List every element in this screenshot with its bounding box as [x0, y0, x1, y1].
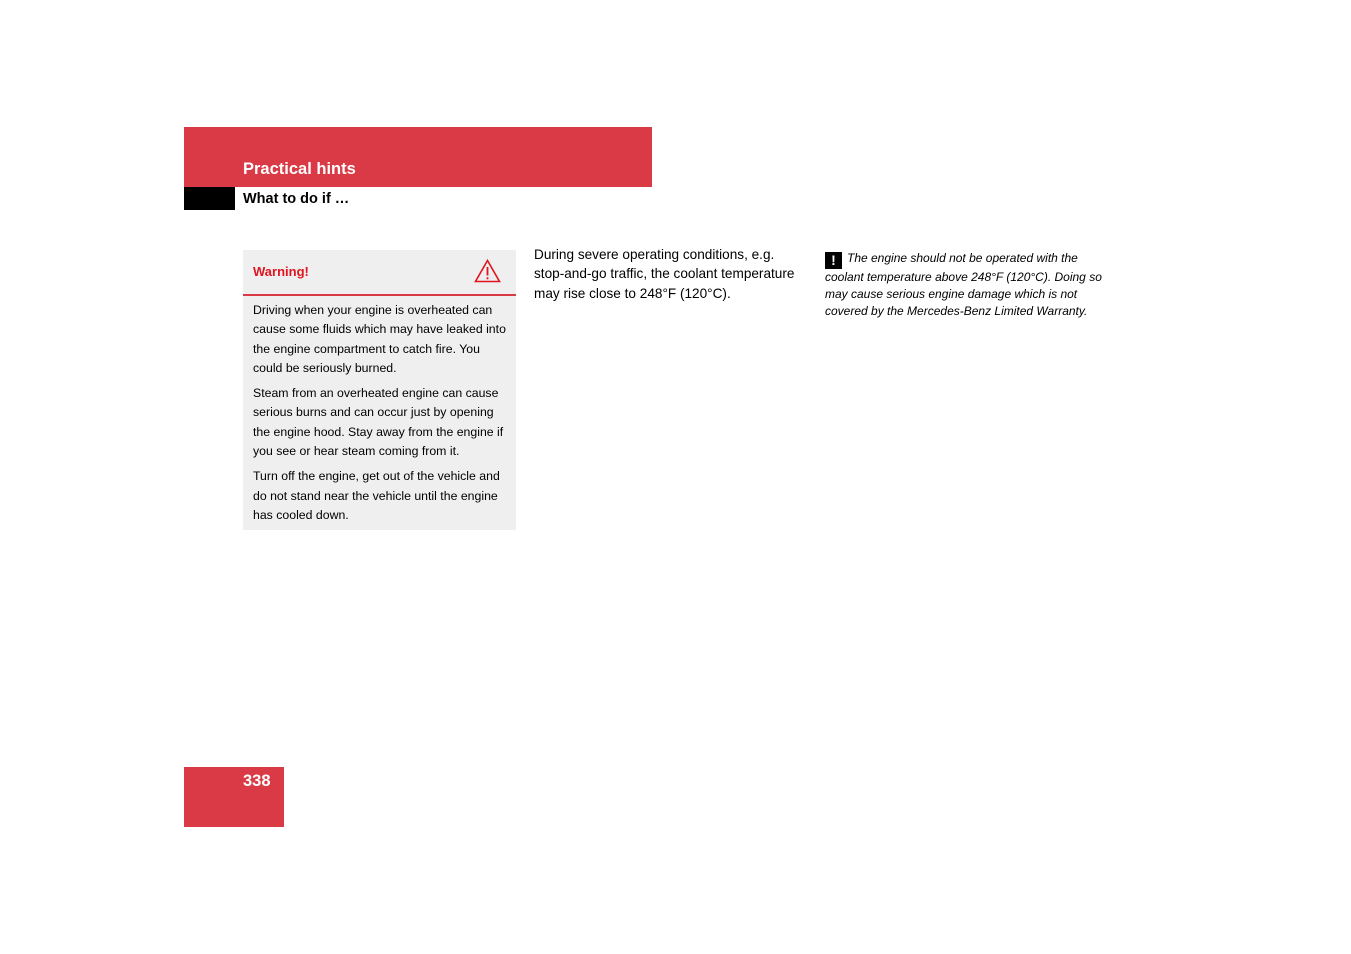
- warning-paragraph: Driving when your engine is overheated can cause some fluids which may have leaked into the engine compartment to catch fire. You could be seriously burned.: [253, 303, 506, 375]
- body-paragraph: During severe operating conditions, e.g. stop-and-go traffic, the coolant temperature may rise close to 248°F (120°C).: [534, 247, 795, 301]
- warning-label: Warning!: [253, 264, 309, 279]
- warning-triangle-icon: [474, 259, 501, 283]
- page-number: 338: [243, 772, 271, 790]
- note-text: The engine should not be operated with the coolant temperature above 248°F (120°C). Doing so may cause serious engine damage which is not covered by the Mercedes-Benz Limited Warranty.: [825, 251, 1102, 318]
- section-title: Practical hints: [243, 160, 356, 178]
- section-tab-marker: [184, 187, 235, 210]
- warning-paragraph: Steam from an overheated engine can cause serious burns and can occur just by opening the engine hood. Stay away from the engine if you see or hear steam coming from it.: [253, 386, 504, 459]
- warning-box: [243, 250, 516, 530]
- warning-header: [243, 250, 516, 296]
- note-paragraph: [825, 250, 1105, 319]
- exclamation-icon: !: [825, 252, 842, 269]
- warning-body: [243, 296, 516, 525]
- subsection-title: What to do if …: [243, 191, 350, 207]
- warning-paragraph: Turn off the engine, get out of the vehicle and do not stand near the vehicle until the engine has cooled down.: [253, 469, 500, 522]
